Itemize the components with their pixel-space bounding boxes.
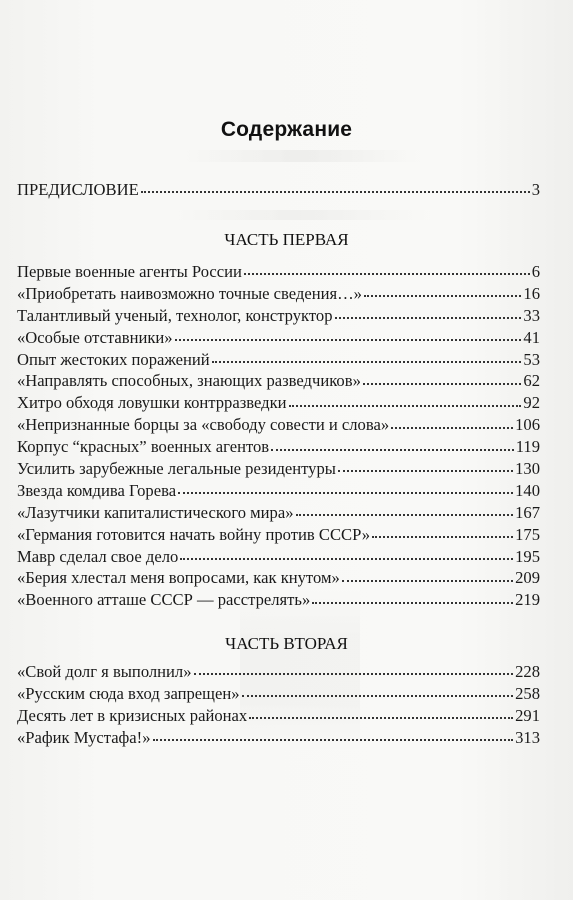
toc-page-number: 209: [515, 568, 540, 588]
dot-leader: [175, 339, 522, 341]
dot-leader: [212, 361, 522, 363]
toc-page-number: 92: [523, 393, 540, 413]
toc-entry-label: «Берия хлестал меня вопросами, как кнутом»: [17, 568, 340, 588]
toc-entry[interactable]: [17, 502, 540, 524]
dot-leader: [372, 536, 513, 538]
toc-entry-label: «Особые отставники»: [17, 327, 173, 347]
toc-page-number: 41: [523, 327, 540, 347]
toc-part-two: [17, 661, 540, 749]
toc-entry[interactable]: [17, 414, 540, 436]
dot-leader: [391, 427, 513, 429]
toc-page-number: 167: [515, 502, 540, 522]
toc-entry-label: «Русским сюда вход запрещен»: [17, 683, 240, 703]
toc-entry-label: «Свой долг я выполнил»: [17, 662, 192, 681]
dot-leader: [312, 602, 513, 604]
dot-leader: [153, 739, 514, 741]
toc-page-number: 119: [515, 437, 540, 457]
dot-leader: [335, 317, 522, 319]
page-title: Содержание: [220, 118, 353, 141]
toc-entry-label: «Германия готовится начать войну против СССР»: [17, 524, 371, 544]
toc-page-number: 195: [515, 546, 540, 566]
dot-leader: [271, 449, 514, 451]
toc-entry-label: «Рафик Мустафа!»: [17, 727, 151, 747]
toc-page-number: 106: [515, 415, 540, 435]
dot-leader: [364, 295, 521, 297]
toc-entry[interactable]: [17, 524, 540, 546]
toc-entry[interactable]: [17, 283, 540, 305]
toc-entry-label: Десять лет в кризисных районах: [17, 705, 248, 725]
dot-leader: [194, 673, 514, 675]
toc-page-number: 219: [515, 590, 540, 610]
toc-preface: [17, 179, 540, 201]
toc-page-number: 313: [515, 727, 540, 747]
toc-page-number: 228: [515, 662, 540, 681]
toc-entry[interactable]: [17, 480, 540, 502]
toc-entry[interactable]: [17, 589, 540, 611]
toc-entry-label: «Приобретать наивозможно точные сведения…»: [17, 283, 362, 303]
toc-page-number: 140: [515, 480, 540, 500]
dot-leader: [242, 695, 514, 697]
toc-entry-preface[interactable]: [17, 179, 540, 201]
toc-page-number: 258: [515, 683, 540, 703]
toc-entry[interactable]: [17, 705, 540, 727]
toc-entry[interactable]: [17, 305, 540, 327]
dot-leader: [363, 383, 522, 385]
toc-entry[interactable]: [17, 261, 540, 283]
toc-entry[interactable]: [17, 567, 540, 589]
toc-entry-label: Мавр сделал свое дело: [17, 546, 179, 566]
dot-leader: [249, 717, 513, 719]
toc-entry-label: Талантливый ученый, технолог, конструктор: [17, 305, 333, 325]
part-two-heading: ЧАСТЬ ВТОРАЯ: [225, 634, 348, 653]
toc-entry-label: Опыт жестоких поражений: [17, 349, 210, 369]
toc-entry[interactable]: [17, 349, 540, 371]
toc-entry[interactable]: [17, 458, 540, 480]
toc-entry-label: Звезда комдива Горева: [17, 480, 177, 500]
toc-page-number: 3: [531, 180, 540, 199]
toc-part-one: [17, 261, 540, 611]
toc-page-number: 291: [515, 705, 540, 725]
toc-page-number: 62: [523, 371, 540, 391]
toc-entry[interactable]: [17, 392, 540, 414]
dot-leader: [180, 558, 513, 560]
toc-entry-label: Усилить зарубежные легальные резидентуры: [17, 459, 336, 479]
toc-entry-label: Корпус “красных” военных агентов: [17, 437, 270, 457]
toc-entry-label: «Непризнанные борцы за «свободу совести и слова»: [17, 415, 390, 435]
dot-leader: [342, 580, 513, 582]
toc-entry-label: Хитро обходя ловушки контрразведки: [17, 393, 287, 413]
toc-page-number: 175: [515, 524, 540, 544]
dot-leader: [244, 273, 530, 275]
part-one-heading: ЧАСТЬ ПЕРВАЯ: [224, 230, 349, 249]
toc-entry[interactable]: [17, 436, 540, 458]
dot-leader: [338, 470, 513, 472]
toc-page-number: 53: [523, 349, 540, 369]
show-through-texture: [170, 210, 430, 220]
toc-entry[interactable]: [17, 661, 540, 683]
toc-entry-label: «Направлять способных, знающих разведчиков»: [17, 371, 361, 391]
toc-page-number: 33: [523, 305, 540, 325]
dot-leader: [289, 405, 522, 407]
toc-page-number: 16: [523, 283, 540, 303]
show-through-texture: [180, 150, 420, 162]
toc-entry[interactable]: [17, 727, 540, 749]
dot-leader: [178, 492, 513, 494]
toc-page-number: 130: [515, 459, 540, 479]
toc-entry-label: «Военного атташе СССР — расстрелять»: [17, 590, 311, 610]
dot-leader: [296, 514, 514, 516]
toc-entry[interactable]: [17, 370, 540, 392]
toc-entry-label: «Лазутчики капиталистического мира»: [17, 502, 294, 522]
toc-entry-label: Первые военные агенты России: [17, 262, 242, 281]
toc-page-number: 6: [531, 262, 540, 281]
toc-entry[interactable]: [17, 327, 540, 349]
toc-entry[interactable]: [17, 683, 540, 705]
dot-leader: [141, 191, 530, 193]
toc-entry-label: ПРЕДИСЛОВИЕ: [17, 180, 139, 199]
toc-entry[interactable]: [17, 546, 540, 568]
